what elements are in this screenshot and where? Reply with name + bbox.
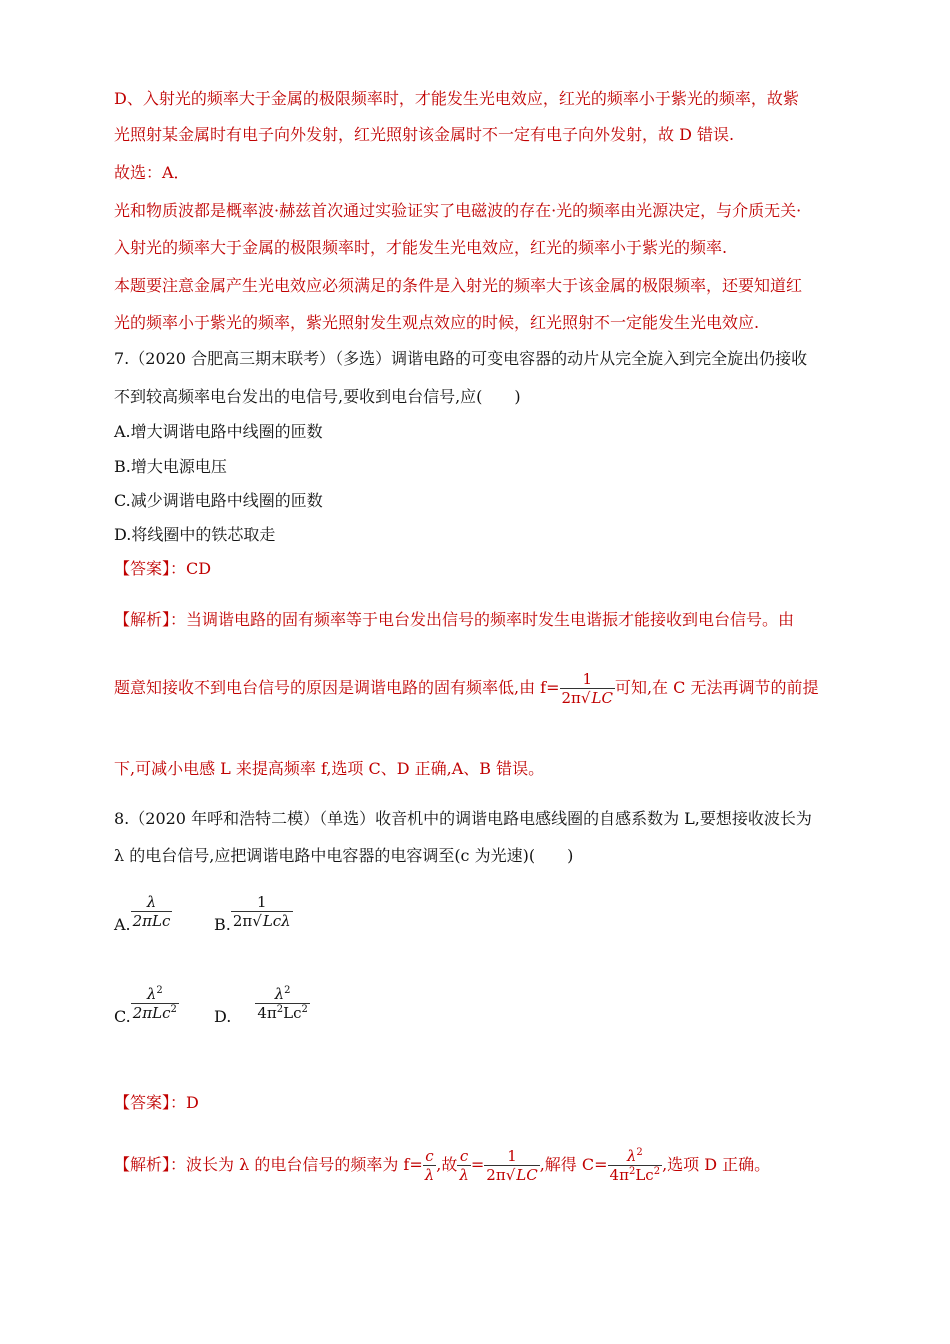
q8-option-d-label: D. bbox=[214, 1007, 232, 1026]
q8-f4-den-exp2: 2 bbox=[653, 1166, 661, 1177]
q7-option-c: C.减少调谐电路中线圈的匝数 bbox=[114, 491, 323, 510]
q7-answer-value: CD bbox=[186, 559, 212, 578]
q7-stem-line-1: 7.（2020 合肥高三期末联考）（多选）调谐电路的可变电容器的动片从完全旋入到完全旋出仍接收 bbox=[114, 349, 808, 368]
q8-f1-denominator: λ bbox=[424, 1166, 435, 1184]
q8-option-d bbox=[214, 985, 310, 1026]
q8-option-c-num-exp: 2 bbox=[156, 985, 163, 996]
q8-option-b: B. $\frac{1}{\text{2π√Lcλ}}$ bbox=[214, 893, 291, 934]
q8-option-c-den-base: 2πLc bbox=[132, 1004, 171, 1022]
explanation-line-6: 本题要注意金属产生光电效应必须满足的条件是入射光的频率大于该金属的极限频率，还要知道红 bbox=[114, 276, 803, 295]
q8-option-b-den-radicand: Lcλ bbox=[262, 912, 291, 930]
q8-f4-den-pre: 4π bbox=[609, 1166, 629, 1184]
q8-option-d-num-exp: 2 bbox=[284, 985, 291, 996]
q7-formula-den-radicand: LC bbox=[591, 689, 613, 707]
q8-f2-numerator: c bbox=[459, 1147, 469, 1165]
q7-answer-label: 【答案】： bbox=[114, 559, 187, 578]
q8-option-a bbox=[114, 893, 172, 934]
q7-option-a: A.增大调谐电路中线圈的匝数 bbox=[114, 422, 323, 441]
q8-f1-numerator: c bbox=[425, 1147, 434, 1165]
q7-analysis-text-2-post: 可知,在 C 无法再调节的前提 bbox=[614, 678, 819, 697]
q8-option-c-label: C. bbox=[114, 1007, 131, 1026]
q8-f4-num-exp: 2 bbox=[636, 1147, 643, 1158]
q8-option-a-numerator: λ bbox=[146, 893, 157, 911]
q8-option-a-denominator: 2πLc bbox=[132, 912, 171, 930]
q8-analysis: 【解析】：波长为 λ 的电台信号的频率为 f= $\frac{c}{\lambda}$ ,故 $\frac{c}{\lambda}$ = $\frac{1}{2\pi√LC}$ ,解得 C= $\frac{\lambda^2}{4\pi^2Lc^2}$ ,选项 D 正确。 bbox=[114, 1147, 771, 1184]
explanation-line-5: 入射光的频率大于金属的极限频率时，才能发生光电效应，红光的频率小于紫光的频率. bbox=[114, 238, 728, 257]
q8-answer bbox=[114, 1092, 199, 1114]
q8-f4-den-mid: Lc bbox=[635, 1166, 654, 1184]
q8-option-c-den-exp: 2 bbox=[170, 1004, 177, 1015]
q8-analysis-mid-2: ,解得 C= bbox=[539, 1155, 608, 1174]
q8-f4-den-exp1: 2 bbox=[628, 1166, 636, 1177]
q7-answer bbox=[114, 558, 211, 580]
q8-option-d-den-exp2: 2 bbox=[301, 1004, 308, 1015]
q7-frequency-formula: $\frac{1}{2\pi√LC}$ bbox=[561, 670, 613, 707]
q7-analysis-text-1: 当调谐电路的固有频率等于电台发出信号的频率时发生电谐振才能接收到电台信号。由 bbox=[186, 610, 795, 629]
q8-answer-label: 【答案】： bbox=[114, 1093, 187, 1112]
q7-formula-den-pre: 2π bbox=[561, 689, 581, 707]
q8-option-c bbox=[114, 985, 179, 1026]
explanation-line-2: 光照射某金属时有电子向外发射，红光照射该金属时不一定有电子向外发射，故 D 错误. bbox=[114, 125, 735, 144]
q7-analysis-text-2-pre: 题意知接收不到电台信号的原因是调谐电路的固有频率低,由 f= bbox=[114, 678, 560, 697]
q7-analysis-label: 【解析】： bbox=[114, 610, 187, 629]
q7-formula-numerator: 1 bbox=[582, 670, 592, 688]
q7-analysis-line-3: 下,可减小电感 L 来提高频率 f,选项 C、D 正确,A、B 错误。 bbox=[114, 759, 545, 778]
q8-analysis-pre: 波长为 λ 的电台信号的频率为 f= bbox=[186, 1155, 423, 1174]
explanation-line-1: D、入射光的频率大于金属的极限频率时，才能发生光电效应，红光的频率小于紫光的频率，故紫 bbox=[114, 89, 799, 108]
q7-analysis-line-2 bbox=[114, 670, 818, 707]
q8-equals: = bbox=[470, 1155, 485, 1174]
explanation-line-7: 光的频率小于紫光的频率，紫光照射发生观点效应的时候，红光照射不一定能发生光电效应. bbox=[114, 313, 760, 332]
q8-option-b-den-pre: 2π bbox=[232, 912, 253, 930]
q8-option-b-numerator: 1 bbox=[256, 893, 267, 911]
q7-stem-line-2: 不到较高频率电台发出的电信号,要收到电台信号,应( ) bbox=[114, 387, 521, 406]
q8-answer-value: D bbox=[186, 1093, 199, 1112]
q8-option-d-num-base: λ bbox=[274, 985, 285, 1003]
q7-analysis-line-1 bbox=[114, 609, 794, 631]
q8-analysis-post: ,选项 D 正确。 bbox=[662, 1155, 771, 1174]
q8-option-b-label: B. bbox=[214, 915, 231, 934]
q8-f3-den-radicand: LC bbox=[516, 1166, 538, 1184]
q8-option-d-den-exp1: 2 bbox=[276, 1004, 284, 1015]
q8-option-c-num-base: λ bbox=[146, 985, 157, 1003]
q8-f3-numerator: 1 bbox=[507, 1147, 517, 1165]
q8-analysis-label: 【解析】： bbox=[114, 1155, 187, 1174]
q7-option-b: B.增大电源电压 bbox=[114, 457, 227, 476]
explanation-line-4: 光和物质波都是概率波·赫兹首次通过实验证实了电磁波的存在·光的频率由光源决定，与介质无关· bbox=[114, 201, 802, 220]
q8-analysis-mid-1: ,故 bbox=[436, 1155, 458, 1174]
q8-f4-num-base: λ bbox=[626, 1147, 637, 1165]
q8-stem-line-2: λ 的电台信号,应把调谐电路中电容器的电容调至(c 为光速)( ) bbox=[114, 846, 574, 865]
q8-option-a-label: A. bbox=[114, 915, 131, 934]
q8-stem-line-1: 8.（2020 年呼和浩特二模）（单选）收音机中的调谐电路电感线圈的自感系数为 L,要想接收波长为 bbox=[114, 809, 812, 828]
explanation-line-3: 故选：A． bbox=[114, 163, 190, 182]
q8-option-d-den-mid: Lc bbox=[283, 1004, 302, 1022]
q8-f2-denominator: λ bbox=[459, 1166, 469, 1184]
q8-option-d-den-pre: 4π bbox=[257, 1004, 277, 1022]
q8-f3-den-pre: 2π bbox=[486, 1166, 506, 1184]
q7-option-d: D.将线圈中的铁芯取走 bbox=[114, 525, 276, 544]
